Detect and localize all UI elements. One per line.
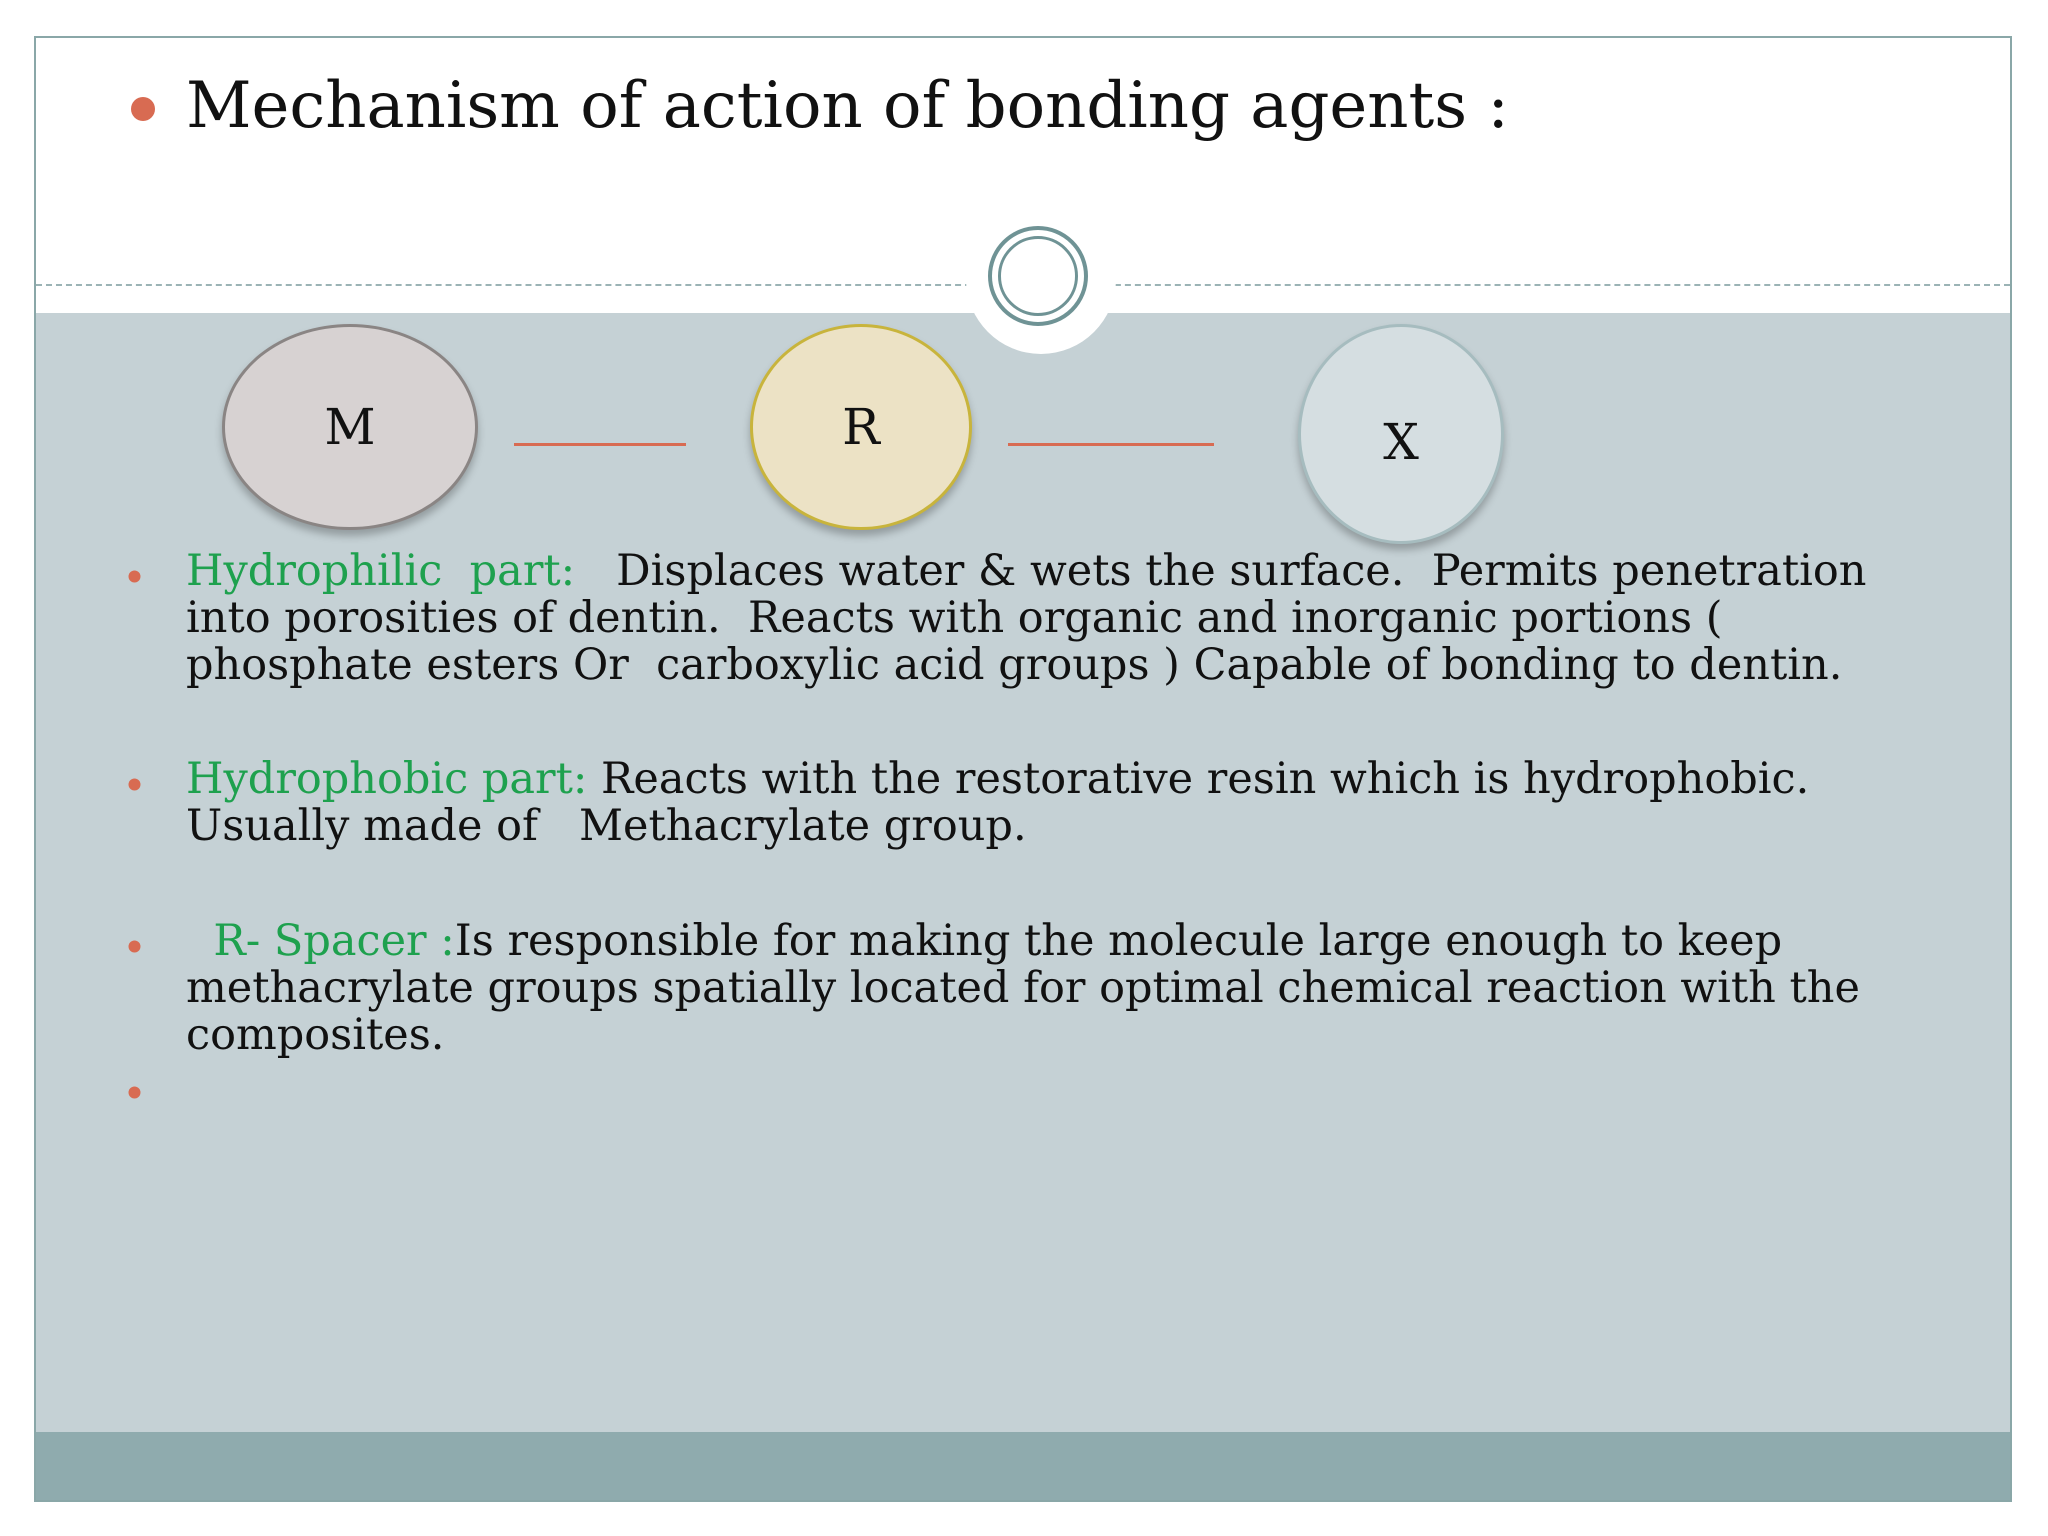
slide-title: Mechanism of action of bonding agents : xyxy=(186,69,1509,143)
bullet-text: Displaces water & wets the surface. Permits penetration into porosities of dentin. Reacts with organic and inorganic portions ( phosphate esters Or carboxylic acid groups ) Capable of bonding to dentin. xyxy=(186,546,1881,690)
node-x xyxy=(1298,324,1504,544)
bullet-icon xyxy=(128,940,141,953)
ring-inner-icon xyxy=(998,236,1078,316)
bullet-text: Is responsible for making the molecule large enough to keep methacrylate groups spatially located for optimal chemical reaction with the composites. xyxy=(186,916,1874,1060)
footer-band xyxy=(36,1432,2010,1502)
bullet-text: Reacts with the restorative resin which is hydrophobic. Usually made of Methacrylate group. xyxy=(186,754,1823,851)
bullet-item-hydrophobic xyxy=(186,756,1946,850)
connector-m-r xyxy=(514,443,686,446)
bullet-label: R- Spacer : xyxy=(186,916,455,966)
ring-ornament xyxy=(966,204,1116,354)
bullet-icon xyxy=(128,1086,141,1099)
bullet-icon xyxy=(128,778,141,791)
bullet-label: Hydrophobic part: xyxy=(186,754,588,804)
node-x-label: X xyxy=(1383,413,1419,471)
bullet-icon xyxy=(128,570,141,583)
bullet-label: Hydrophilic part: xyxy=(186,546,576,596)
node-m xyxy=(222,324,478,530)
node-r xyxy=(750,324,972,530)
connector-r-x xyxy=(1008,443,1214,446)
title-bullet-icon xyxy=(130,96,156,122)
slide-frame xyxy=(34,36,2012,1502)
node-m-label: M xyxy=(324,398,376,456)
node-r-label: R xyxy=(842,398,880,456)
ring-outer-icon xyxy=(988,226,1088,326)
bullet-item-r-spacer xyxy=(186,918,1946,1059)
bullet-item-hydrophilic xyxy=(186,548,1946,689)
